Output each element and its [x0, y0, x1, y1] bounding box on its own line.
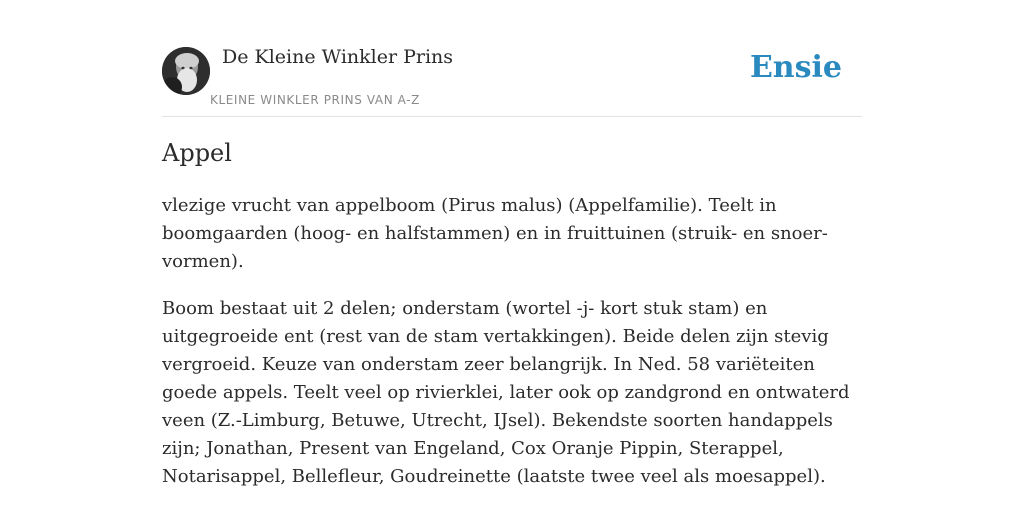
article-paragraph-1: vlezige vrucht van appelboom (Pirus malus) (Appelfamilie). Teelt in boomgaarden (hoog- en halfstammen) en in fruittuinen (struik- en snoer-vormen).	[162, 195, 828, 272]
header	[162, 0, 862, 117]
brand-logo[interactable]: Ensie	[749, 50, 842, 85]
article-title: Appel	[162, 139, 232, 167]
author-name[interactable]: De Kleine Winkler Prins	[222, 46, 454, 68]
article-paragraph-2: Boom bestaat uit 2 delen; onderstam (wortel -j- kort stuk stam) en uitgegroeide ent (rest van de stam vertakkingen). Beide delen zijn stevig vergroeid. Keuze van onderstam zeer belangrijk. In Ned. 58 variëteiten goede appels. Teelt veel op rivierklei, later ook op zandgrond en ontwaterd veen (Z.-Limburg, Betuwe, Utrecht, IJsel). Bekendste soorten handappels zijn; Jonathan, Present van Engeland, Cox Oranje Pippin, Sterappel, Notarisappel, Bellefleur, Goudreinette (laatste twee veel als moesappel).	[162, 298, 850, 487]
author-avatar[interactable]	[162, 47, 210, 95]
article-body	[162, 192, 862, 510]
author-portrait-icon	[162, 47, 210, 95]
collection-label[interactable]: KLEINE WINKLER PRINS VAN A-Z	[210, 93, 420, 107]
